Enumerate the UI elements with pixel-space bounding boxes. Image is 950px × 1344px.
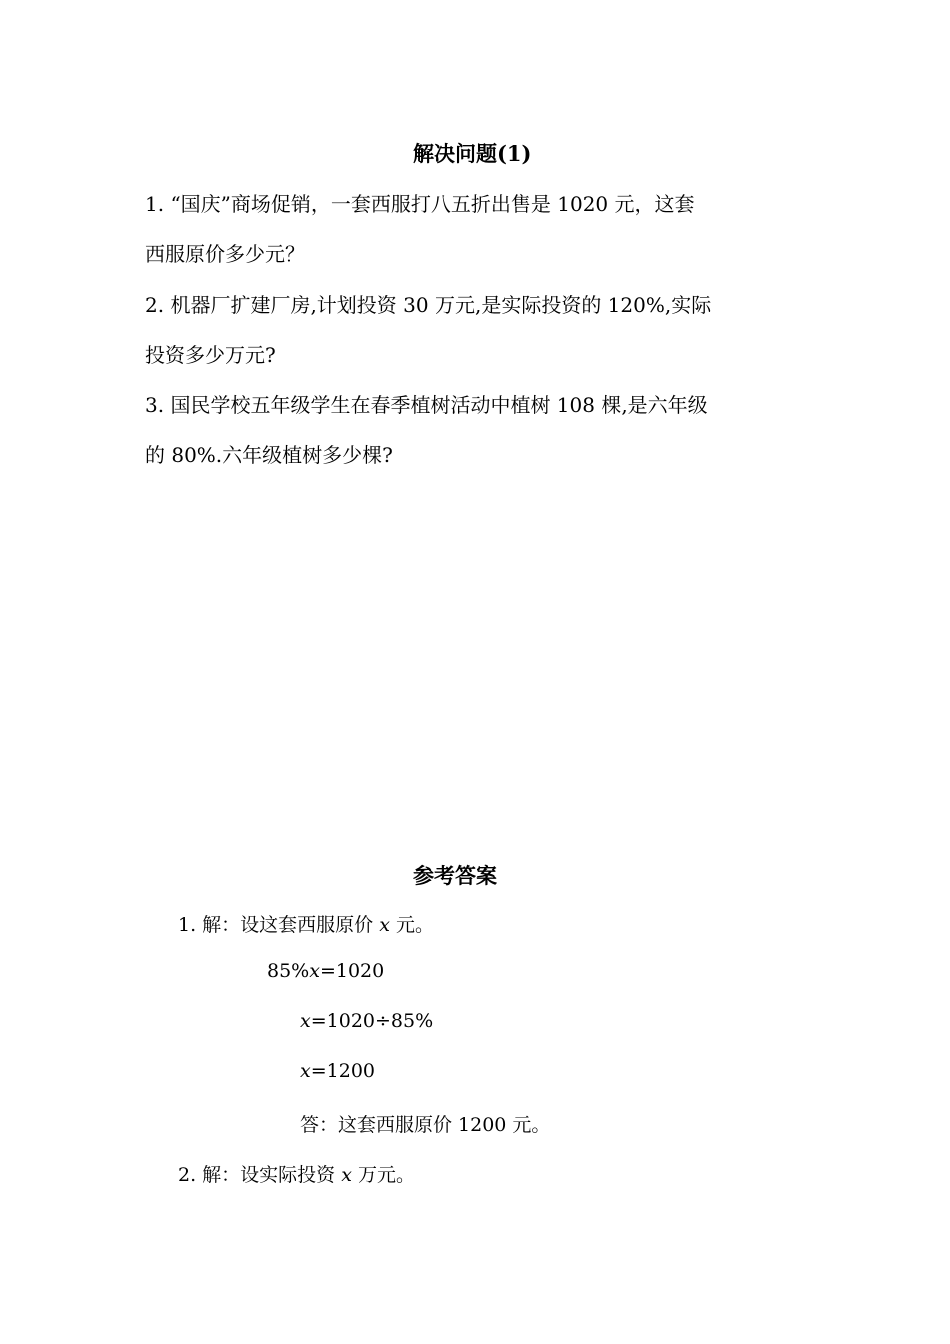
equation-prefix: 85% [267,960,310,982]
answer-1-intro-suffix: 元。 [389,914,434,936]
variable-x: x [341,1164,352,1186]
question-3-line-2: 的 80%.六年级植树多少棵? [145,443,393,467]
equation-rest: =1200 [310,1060,375,1082]
equation-rest: =1020 [319,960,385,982]
answer-1-intro [178,910,434,937]
variable-x: x [379,914,390,936]
variable-x: x [300,1060,311,1082]
answer-1-equation-2 [300,1010,433,1032]
answer-1-equation-1 [267,960,384,982]
question-3-line-1: 3. 国民学校五年级学生在春季植树活动中植树 108 棵,是六年级 [145,393,708,417]
question-2-line-1: 2. 机器厂扩建厂房,计划投资 30 万元,是实际投资的 120%,实际 [145,293,712,317]
answer-2-intro [178,1160,415,1187]
equation-rest: =1020÷85% [310,1010,434,1032]
variable-x: x [300,1010,311,1032]
answer-1-conclusion: 答：这套西服原价 1200 元。 [300,1114,551,1136]
answer-2-intro-suffix: 万元。 [351,1164,415,1186]
question-2-line-2: 投资多少万元? [145,343,276,367]
answer-2-intro-text: 2. 解：设实际投资 [178,1164,342,1186]
answer-1-intro-text: 1. 解：设这套西服原价 [178,914,380,936]
question-1-line-1: 1. “国庆”商场促销，一套西服打八五折出售是 1020 元，这套 [145,192,695,216]
answer-1-equation-3 [300,1060,375,1082]
answers-title: 参考答案 [413,863,497,888]
worksheet-title: 解决问题(1) [413,141,532,166]
variable-x: x [309,960,320,982]
question-1-line-2: 西服原价多少元？ [145,242,305,266]
